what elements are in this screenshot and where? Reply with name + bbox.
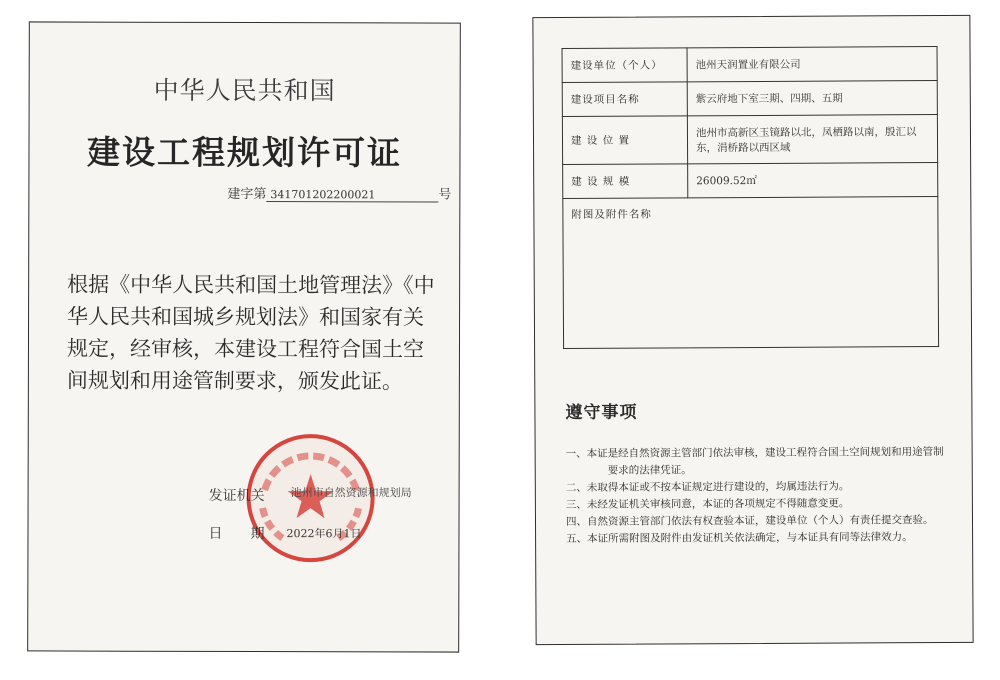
list-item: 二、未取得本证或不按本证规定进行建设的，均属违法行为。	[565, 480, 850, 494]
table-row	[563, 197, 939, 349]
notes-list	[566, 444, 953, 548]
row-value: 紫云府地下室三期、四期、五期	[687, 81, 937, 116]
permit-number-line	[227, 183, 451, 203]
issuer-organization: 池州市自然资源和规划局	[290, 486, 412, 500]
row-value: 26009.52㎡	[688, 163, 938, 198]
permit-number: 341701202200021	[266, 188, 438, 202]
list-item: 五、本证所需附图及附件由发证机关依法确定，与本证具有同等法律效力。	[566, 531, 913, 545]
country-name: 中华人民共和国	[153, 75, 336, 106]
permit-suffix: 号	[438, 187, 452, 203]
row-value: 池州天润置业有限公司	[687, 47, 937, 82]
issuer-label: 发证机关	[208, 487, 265, 505]
project-info-table	[562, 46, 940, 349]
table-row	[562, 115, 937, 165]
license-page	[27, 21, 461, 652]
list-item: 四、自然资源主管部门依法有权查验本证，建设单位（个人）有责任提交查验。	[565, 514, 934, 528]
row-label: 建 设 位 置	[562, 116, 687, 165]
issue-date: 2022年6月1日	[286, 527, 362, 541]
table-row	[562, 81, 937, 117]
certificate-title: 建设工程规划许可证	[86, 132, 403, 173]
attachments-cell	[563, 197, 939, 349]
permit-prefix: 建字第	[227, 186, 267, 203]
list-item: 一、本证是经自然资源主管部门依法审核，建设工程符合国土空间规划和用途管制要求的法律凭证。	[565, 446, 944, 477]
table-row	[562, 47, 937, 83]
row-value: 池州市高新区玉镜路以北，凤栖路以南，殷汇以东，涓桥路以西区域	[687, 115, 937, 164]
date-label: 日 期	[208, 525, 265, 543]
row-label: 建设项目名称	[562, 82, 687, 117]
notes-title: 遵守事项	[565, 402, 638, 423]
table-row	[563, 163, 938, 199]
row-label: 建 设 规 模	[563, 164, 688, 199]
row-label: 附图及附件名称	[571, 208, 652, 221]
list-item: 三、未经发证机关审核同意，本证的各项规定不得随意变更。	[565, 497, 850, 511]
details-page	[532, 15, 973, 645]
row-label: 建设单位（个人）	[562, 48, 687, 83]
certificate-body: 根据《中华人民共和国土地管理法》《中华人民共和国城乡规划法》和国家有关规定，经审核，本建设工程符合国土空间规划和用途管制要求，颁发此证。	[66, 272, 435, 394]
